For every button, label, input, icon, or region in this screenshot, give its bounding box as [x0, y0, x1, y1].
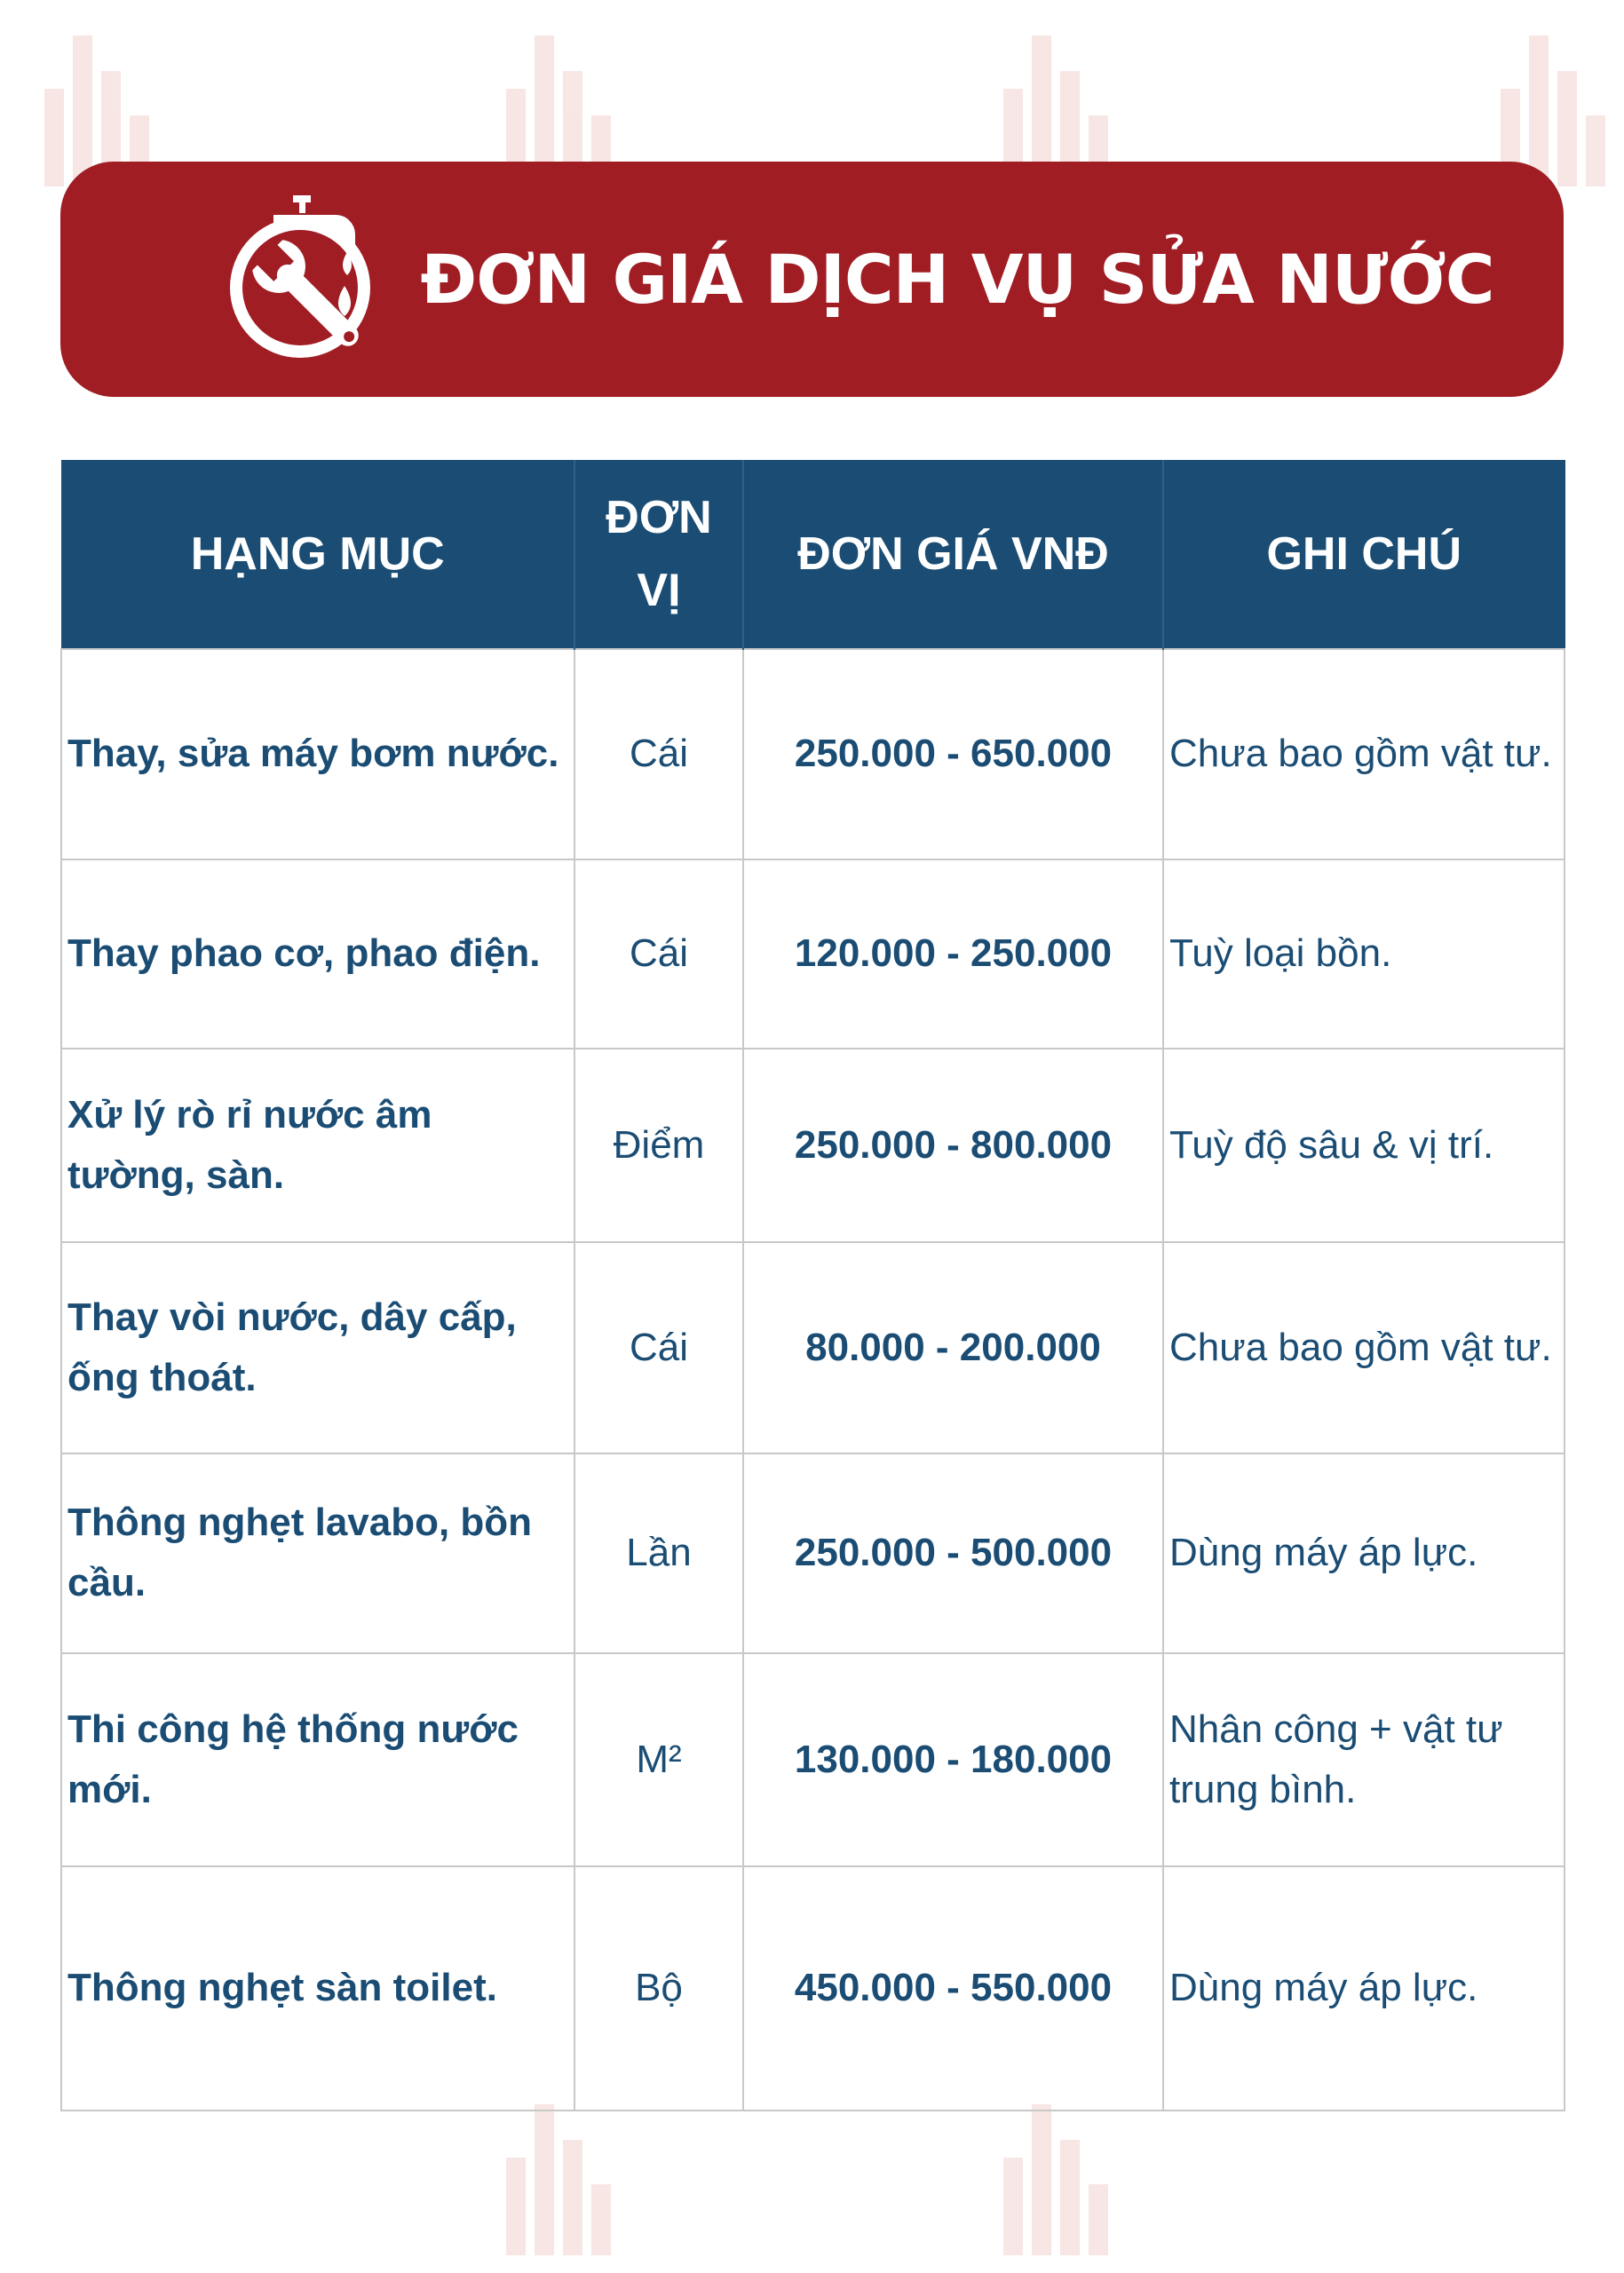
page-title: ĐƠN GIÁ DỊCH VỤ SỬA NƯỚC	[420, 240, 1494, 319]
price-cell: 130.000 - 180.000	[743, 1653, 1163, 1866]
unit-cell: Cái	[574, 649, 743, 859]
watermark-logo	[1003, 2104, 1110, 2255]
column-header-item: HẠNG MỤC	[61, 461, 574, 649]
unit-cell: Cái	[574, 859, 743, 1049]
item-cell: Thi công hệ thống nước mới.	[61, 1653, 574, 1866]
note-cell: Nhân công + vật tư trung bình.	[1163, 1653, 1565, 1866]
unit-cell: Bộ	[574, 1866, 743, 2111]
column-header-unit: ĐƠN VỊ	[574, 461, 743, 649]
wrench-faucet-icon	[211, 188, 389, 375]
price-cell: 450.000 - 550.000	[743, 1866, 1163, 2111]
item-cell: Xử lý rò rỉ nước âm tường, sàn.	[61, 1049, 574, 1242]
price-cell: 250.000 - 500.000	[743, 1453, 1163, 1653]
column-header-price: ĐƠN GIÁ VNĐ	[743, 461, 1163, 649]
note-cell: Dùng máy áp lực.	[1163, 1453, 1565, 1653]
price-cell: 250.000 - 650.000	[743, 649, 1163, 859]
table-row	[61, 1049, 1565, 1242]
note-cell: Tuỳ độ sâu & vị trí.	[1163, 1049, 1565, 1242]
unit-cell: M²	[574, 1653, 743, 1866]
table-row	[61, 1866, 1565, 2111]
watermark-logo	[506, 2104, 613, 2255]
item-cell: Thay vòi nước, dây cấp, ống thoát.	[61, 1242, 574, 1453]
item-cell: Thông nghẹt sàn toilet.	[61, 1866, 574, 2111]
unit-cell: Lần	[574, 1453, 743, 1653]
title-banner	[60, 162, 1564, 397]
note-cell: Dùng máy áp lực.	[1163, 1866, 1565, 2111]
item-cell: Thay, sửa máy bơm nước.	[61, 649, 574, 859]
item-cell: Thông nghẹt lavabo, bồn cầu.	[61, 1453, 574, 1653]
note-cell: Chưa bao gồm vật tư.	[1163, 649, 1565, 859]
note-cell: Chưa bao gồm vật tư.	[1163, 1242, 1565, 1453]
table-row	[61, 1653, 1565, 1866]
table-row	[61, 1242, 1565, 1453]
unit-cell: Cái	[574, 1242, 743, 1453]
column-header-note: GHI CHÚ	[1163, 461, 1565, 649]
table-row	[61, 1453, 1565, 1653]
price-cell: 250.000 - 800.000	[743, 1049, 1163, 1242]
item-cell: Thay phao cơ, phao điện.	[61, 859, 574, 1049]
table-row	[61, 859, 1565, 1049]
note-cell: Tuỳ loại bồn.	[1163, 859, 1565, 1049]
price-cell: 80.000 - 200.000	[743, 1242, 1163, 1453]
table-row	[61, 649, 1565, 859]
price-table	[60, 460, 1565, 2111]
unit-cell: Điểm	[574, 1049, 743, 1242]
table-header-row	[61, 461, 1565, 649]
price-cell: 120.000 - 250.000	[743, 859, 1163, 1049]
